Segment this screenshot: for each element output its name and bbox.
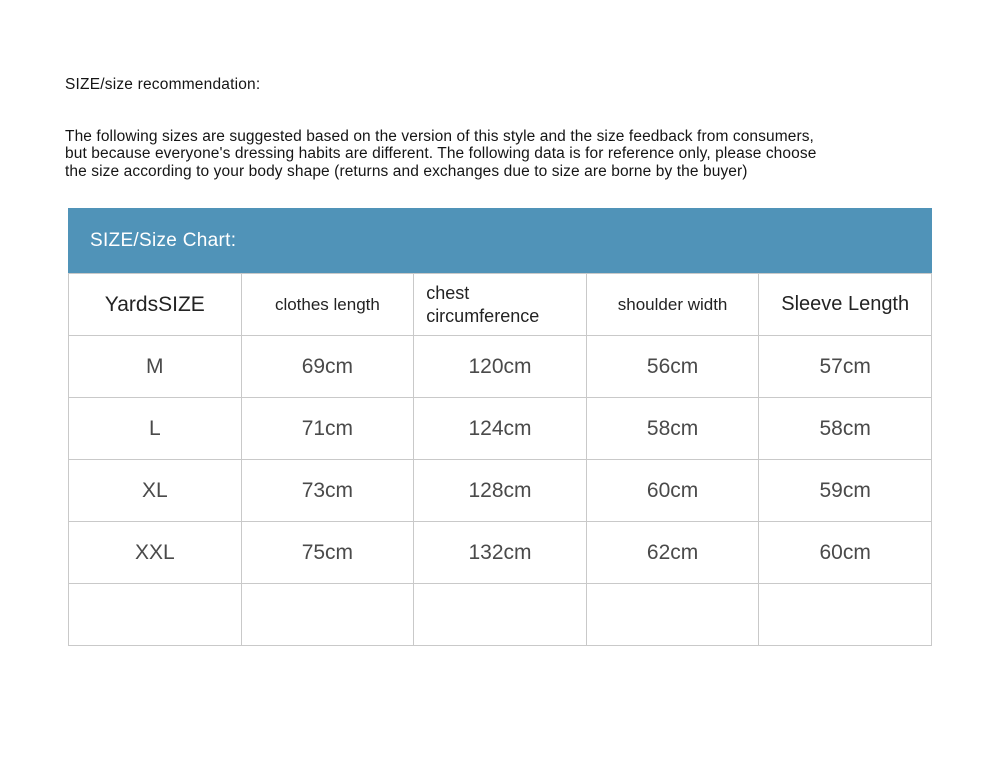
size-table-head — [69, 274, 932, 336]
size-value-cell: 69cm — [241, 336, 414, 398]
empty-cell — [241, 584, 414, 646]
table-row — [69, 522, 932, 584]
table-header-row — [69, 274, 932, 336]
paragraph-line-3: the size according to your body shape (returns and exchanges due to size are borne by the buyer) — [65, 162, 748, 180]
paragraph-line-1: The following sizes are suggested based on the version of this style and the size feedback from consumers, — [65, 128, 814, 145]
size-label-cell: L — [69, 398, 242, 460]
size-table — [68, 273, 932, 646]
size-value-cell: 57cm — [759, 336, 932, 398]
size-value-cell: 71cm — [241, 398, 414, 460]
size-value-cell: 132cm — [414, 522, 587, 584]
size-value-cell: 128cm — [414, 460, 587, 522]
size-value-cell: 59cm — [759, 460, 932, 522]
size-label-cell: M — [69, 336, 242, 398]
size-recommendation-page — [0, 76, 1000, 646]
size-label-cell: XL — [69, 460, 242, 522]
size-value-cell: 124cm — [414, 398, 587, 460]
size-chart-title-bar — [68, 208, 932, 273]
column-header-2: clothes length — [241, 274, 414, 336]
empty-cell — [69, 584, 242, 646]
size-value-cell: 73cm — [241, 460, 414, 522]
page-title: SIZE/size recommendation: — [65, 76, 261, 93]
column-header-4: shoulder width — [586, 274, 759, 336]
size-value-cell: 58cm — [586, 398, 759, 460]
empty-cell — [759, 584, 932, 646]
size-value-cell: 75cm — [241, 522, 414, 584]
empty-cell — [414, 584, 587, 646]
column-header-3: chest circumference — [414, 274, 587, 336]
size-value-cell: 58cm — [759, 398, 932, 460]
column-header-1: YardsSIZE — [69, 274, 242, 336]
size-label-cell: XXL — [69, 522, 242, 584]
table-row — [69, 336, 932, 398]
size-chart-title: SIZE/Size Chart: — [90, 229, 237, 251]
size-value-cell: 120cm — [414, 336, 587, 398]
empty-table-row — [69, 584, 932, 646]
size-note-paragraph — [65, 128, 935, 180]
table-row — [69, 398, 932, 460]
table-row — [69, 460, 932, 522]
column-header-5: Sleeve Length — [759, 274, 932, 336]
size-value-cell: 62cm — [586, 522, 759, 584]
paragraph-line-2: but because everyone's dressing habits are different. The following data is for reference only, please choose — [65, 145, 817, 163]
size-value-cell: 60cm — [759, 522, 932, 584]
size-chart-section — [68, 208, 932, 646]
size-value-cell: 56cm — [586, 336, 759, 398]
empty-cell — [586, 584, 759, 646]
size-table-body — [69, 336, 932, 646]
size-value-cell: 60cm — [586, 460, 759, 522]
